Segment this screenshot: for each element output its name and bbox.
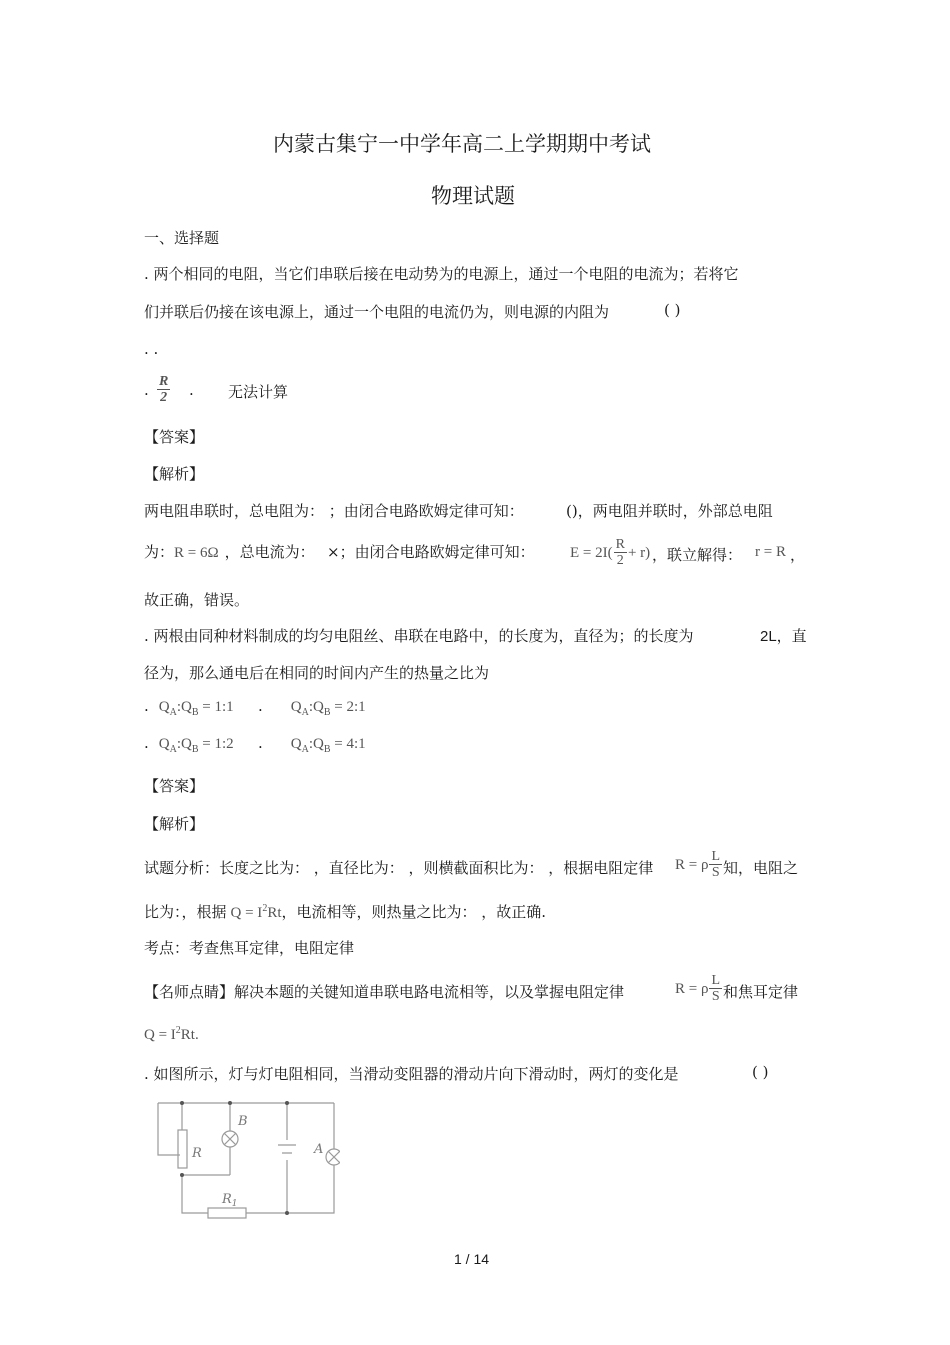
q1-analysis-line1-tail: ()，两电阻并联时，外部总电阻 [566,502,773,520]
rheostat [178,1130,187,1168]
circuit-diagram [150,1095,340,1225]
q2-line1-tail: 2L，直 [760,628,807,645]
q2-line1: . 两根由同种材料制成的均匀电阻丝、串联在电路中，的长度为，直径为；的长度为 [144,627,694,645]
left-wire [158,1103,176,1155]
q3-line1: . 如图所示，灯与灯电阻相同，当滑动变阻器的滑动片向下滑动时，两灯的变化是 [144,1065,679,1083]
q1-emf-formula [570,532,650,573]
q3-paren: ( ) [752,1063,769,1081]
page-title: 内蒙古集宁一中学年高二上学期期中考试 [273,132,651,156]
q2-resistance-formula: R = ρ $\frac{L}{S}$ [675,849,721,880]
label-r1: $R_1$ [222,1192,238,1209]
label-a: A [314,1142,324,1157]
q1-line2: 们并联后仍接在该电源上，通过一个电阻的电流仍为，则电源的内阻为 [144,303,610,321]
q1-solution-end: ， [790,546,806,564]
q1-analysis-line3: 故正确，错误。 [144,591,250,609]
text: ，总电流为： [224,543,315,561]
section-heading: 一、选择题 [144,229,220,247]
q1-analysis-label: 【解析】 [144,465,205,483]
q2-tip-tail: 和焦耳定律 [723,983,799,1001]
fraction: $\frac{R}{2}$ [615,537,625,568]
text: 为： [144,543,175,561]
q1-option-c-marker: . [144,381,149,399]
source-plates [278,1145,296,1153]
q1-solution: r = R [755,544,786,560]
q1-answer-label: 【答案】 [144,428,205,446]
q2-analysis-label: 【解析】 [144,815,205,833]
page-subtitle: 物理试题 [431,184,515,208]
q2-tip-formula: R = ρ $\frac{L}{S}$ [675,973,721,1004]
label-r: R [192,1146,202,1161]
q2-tip-formula-2: $Q = I^2Rt$. [144,1025,199,1043]
q2-line2: 径为，那么通电后在相同的时间内产生的热量之比为 [144,664,490,682]
q2-tip: 【名师点睛】解决本题的关键知道串联电路电流相等，以及掌握电阻定律 [144,983,625,1001]
q2-option-b: . $Q_A:Q_B$ = 2:1 [258,697,366,718]
formula: E = 2I( [570,545,613,561]
q2-kaodian: 考点：考查焦耳定律，电阻定律 [144,939,355,957]
q2-option-a: . $Q_A:Q_B$ = 1:1 [144,697,234,718]
q1-analysis-line1: 两电阻串联时，总电阻为： ；由闭合电路欧姆定律可知： [144,502,524,520]
q1-option-c [156,374,171,405]
q2-analysis-line1: 试题分析：长度之比为： ，直径比为： ，则横截面积比为： ，根据电阻定律 [144,859,654,877]
formula: + r) [627,545,651,561]
q1-analysis-line2-tail: ，联立解得： [652,546,743,564]
q1-options-ab: . . [144,340,159,358]
label-b: B [238,1114,248,1129]
q2-analysis-line2: 比为：，根据 $Q = I^2Rt$，电流相等，则热量之比为： ，故正确. [144,903,547,921]
q1-analysis-line2 [144,535,315,570]
formula: R = 6Ω [174,545,219,561]
page-number: 1 / 14 [454,1251,490,1267]
q1-option-d-marker: . [189,381,194,399]
q2-analysis-line1-tail: 知，电阻之 [723,859,799,877]
q1-paren: ( ) [664,301,681,319]
q2-option-d: . $Q_A:Q_B$ = 4:1 [258,734,366,755]
resistor-r1 [208,1208,246,1218]
q2-option-c: . $Q_A:Q_B$ = 1:2 [144,734,234,755]
bottom-left-wire [182,1175,208,1213]
q1-line1: . 两个相同的电阻，当它们串联后接在电动势为的电源上，通过一个电阻的电流为；若将它 [144,265,739,283]
fraction: $\frac{R}{2}$ [159,374,169,405]
text: ×；由闭合电路欧姆定律可知： [327,543,535,561]
q1-analysis-line2-b [327,535,535,569]
q2-answer-label: 【答案】 [144,777,205,795]
q1-option-d: 无法计算 [228,383,289,401]
